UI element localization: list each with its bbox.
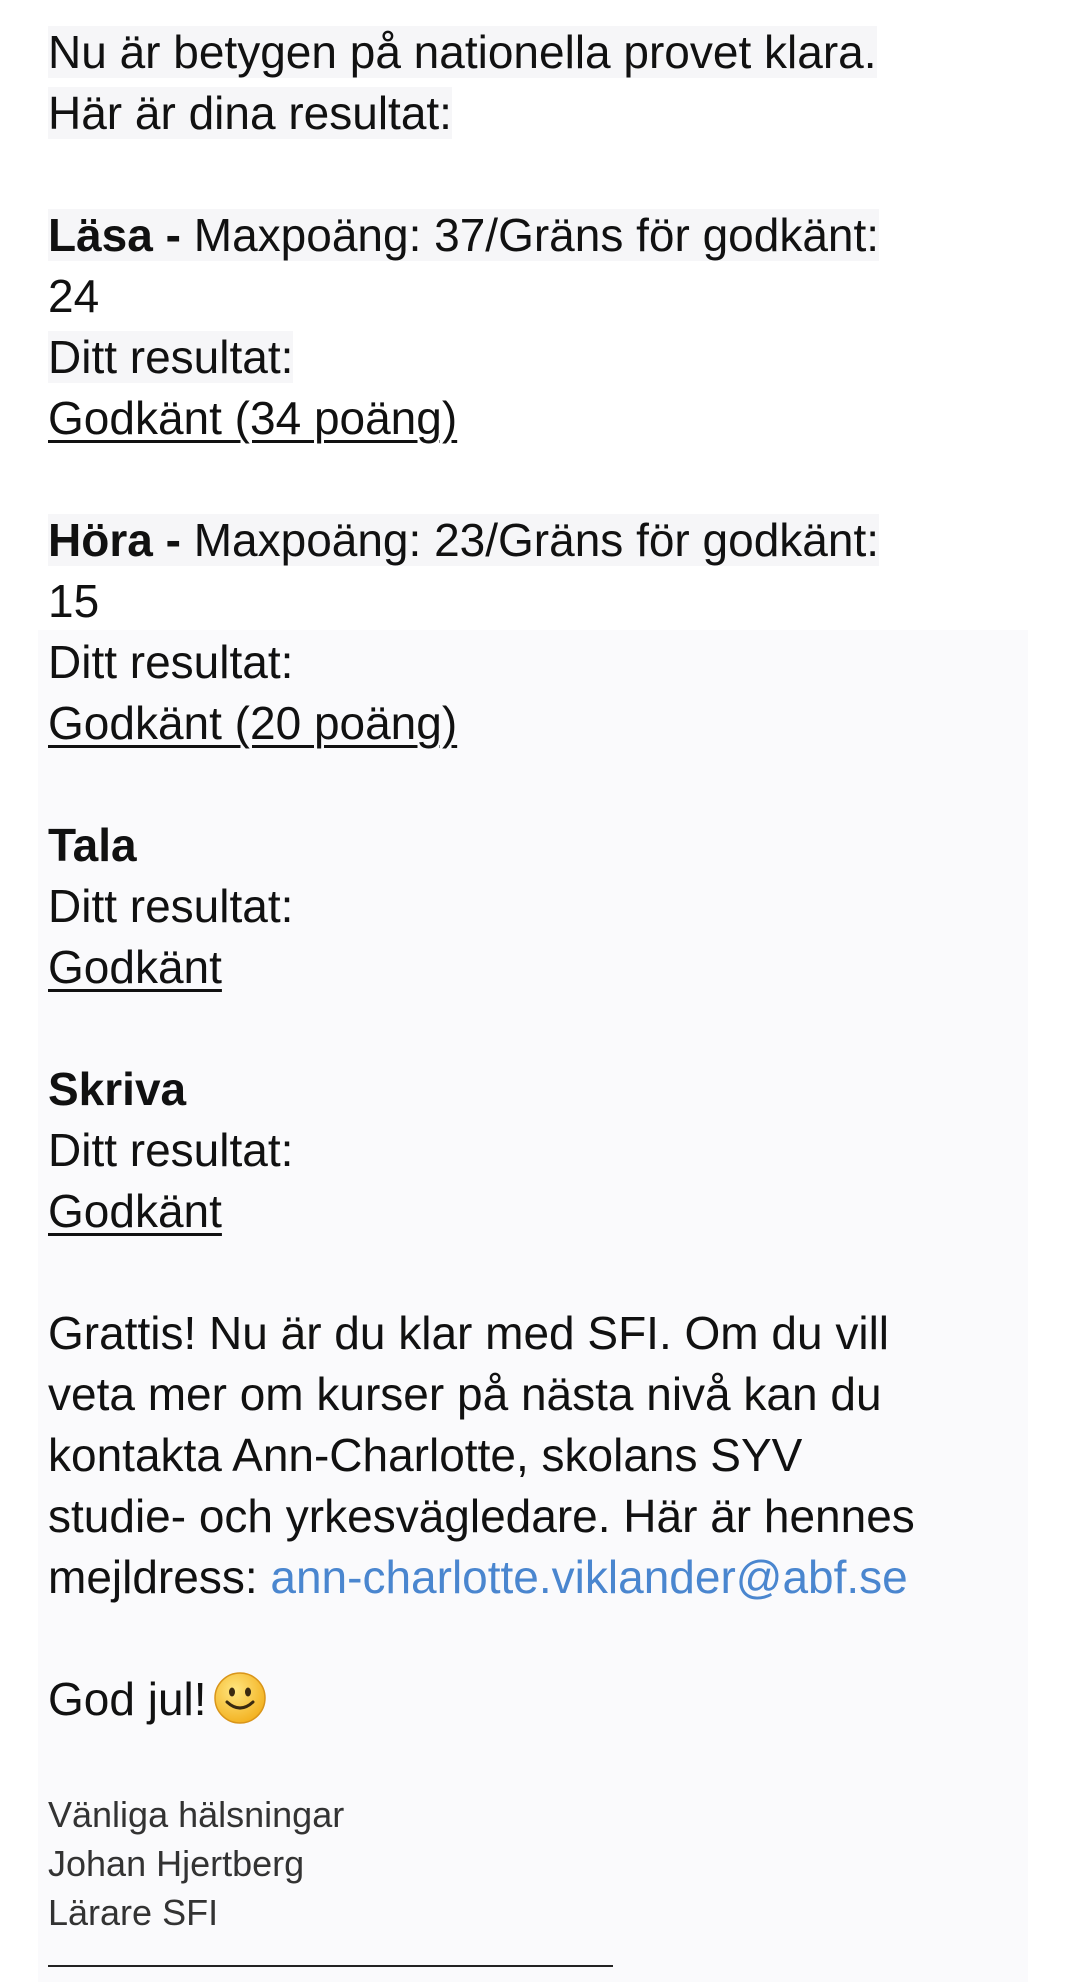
intro-line-2: Här är dina resultat: [48, 87, 452, 139]
signature [48, 1790, 344, 1937]
signature-role: Lärare SFI [48, 1892, 219, 1933]
section-tala-result-label: Ditt resultat: [48, 880, 294, 932]
section-hora-result-value: Godkänt (20 poäng) [48, 697, 458, 749]
section-info: Maxpoäng: 37/Gräns för godkänt: [193, 209, 880, 261]
section-lasa-heading: Läsa - Maxpoäng: 37/Gräns för godkänt: [48, 209, 880, 261]
section-tala-result-value: Godkänt [48, 941, 222, 993]
signature-divider [48, 1965, 613, 1967]
greeting-line [48, 1669, 1048, 1730]
closing-line-1: Grattis! Nu är du klar med SFI. Om du vill [48, 1307, 890, 1359]
section-hora-heading: Höra - Maxpoäng: 23/Gräns för godkänt: [48, 514, 880, 566]
greeting-text: God jul! [48, 1673, 207, 1725]
closing-line-3: kontakta Ann-Charlotte, skolans SYV [48, 1429, 803, 1481]
section-tala-title: Tala [48, 819, 137, 871]
closing-line-4: studie- och yrkesvägledare. Här är hennes [48, 1490, 915, 1542]
signature-regards: Vänliga hälsningar [48, 1794, 345, 1835]
section-hora-result-label: Ditt resultat: [48, 636, 294, 688]
section-lasa-result-label: Ditt resultat: [48, 331, 294, 383]
section-title: Läsa [48, 209, 153, 261]
section-info: Maxpoäng: 23/Gräns för godkänt: [193, 514, 880, 566]
email-link[interactable]: ann-charlotte.viklander@abf.se [270, 1551, 908, 1603]
closing-line-5: mejldress: ann-charlotte.viklander@abf.se [48, 1551, 908, 1603]
closing-line-2: veta mer om kurser på nästa nivå kan du [48, 1368, 882, 1420]
email-body [48, 22, 1048, 1730]
section-skriva-result-value: Godkänt [48, 1185, 222, 1237]
section-skriva-title: Skriva [48, 1063, 187, 1115]
section-title: Höra [48, 514, 153, 566]
intro-line-1: Nu är betygen på nationella provet klara. [48, 26, 877, 78]
section-lasa-result-value: Godkänt (34 poäng) [48, 392, 458, 444]
signature-name: Johan Hjertberg [48, 1843, 305, 1884]
section-skriva-result-label: Ditt resultat: [48, 1124, 294, 1176]
smiley-face-icon [213, 1671, 267, 1725]
section-lasa-threshold: 24 [48, 270, 100, 322]
section-hora-threshold: 15 [48, 575, 100, 627]
